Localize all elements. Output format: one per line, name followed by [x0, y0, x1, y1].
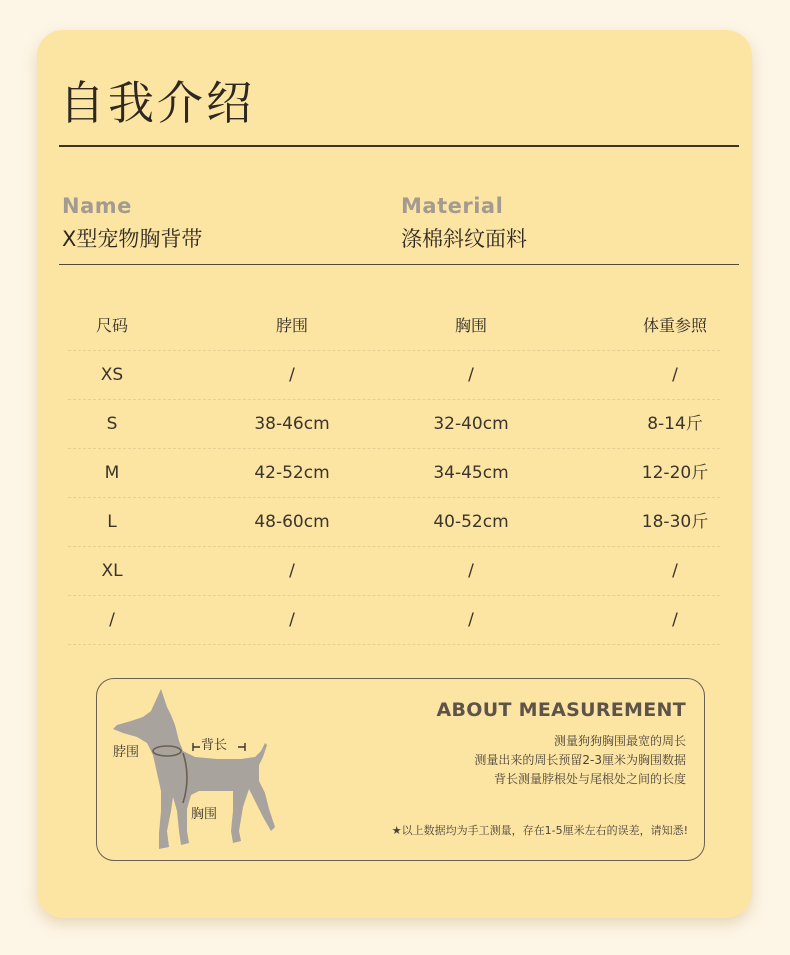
chest-cell: /: [468, 561, 474, 581]
measurement-title: ABOUT MEASUREMENT: [436, 699, 686, 721]
neck-cell: /: [289, 610, 295, 630]
header-chest: 胸围: [454, 316, 487, 335]
size-cell: S: [106, 414, 118, 434]
chest-cell: 34-45cm: [433, 463, 509, 483]
weight-cell: 12-20斤: [641, 463, 709, 483]
neck-label: 脖围: [113, 745, 140, 760]
size-cell: L: [107, 512, 117, 532]
table-row: [68, 351, 720, 400]
page-title: 自我介绍: [59, 76, 255, 130]
weight-cell: 18-30斤: [641, 512, 709, 532]
measurement-note: ★以上数据均为手工测量，存在1-5厘米左右的误差，请知悉!: [391, 824, 688, 837]
table-row: [68, 449, 720, 498]
header-size: 尺码: [95, 316, 128, 335]
neck-cell: 42-52cm: [254, 463, 330, 483]
material-value: 涤棉斜纹面料: [401, 227, 527, 251]
table-row: [68, 498, 720, 547]
chest-cell: 40-52cm: [433, 512, 509, 532]
material-label: Material: [401, 194, 504, 218]
measurement-line: 测量狗狗胸围最宽的周长: [553, 734, 686, 748]
size-cell: /: [109, 610, 115, 630]
chest-label: 胸围: [191, 807, 218, 822]
measurement-line: 测量出来的周长预留2-3厘米为胸围数据: [474, 753, 686, 767]
size-cell: XS: [100, 365, 124, 385]
product-intro-card: [37, 30, 752, 918]
table-row: [68, 400, 720, 449]
neck-cell: /: [289, 561, 295, 581]
header-neck: 脖围: [275, 316, 308, 335]
chest-cell: /: [468, 365, 474, 385]
chest-cell: 32-40cm: [433, 414, 509, 434]
table-header-row: [68, 302, 720, 351]
weight-cell: /: [672, 610, 678, 630]
neck-cell: /: [289, 365, 295, 385]
weight-cell: 8-14斤: [647, 414, 703, 434]
info-divider: [59, 264, 739, 265]
table-row: [68, 596, 720, 645]
neck-cell: 38-46cm: [254, 414, 330, 434]
header-weight: 体重参照: [642, 316, 707, 335]
size-cell: M: [104, 463, 120, 483]
back-label: 背长: [201, 738, 228, 753]
weight-cell: /: [672, 561, 678, 581]
weight-cell: /: [672, 365, 678, 385]
dog-silhouette-icon: [107, 685, 277, 855]
chest-cell: /: [468, 610, 474, 630]
measurement-line: 背长测量脖根处与尾根处之间的长度: [493, 772, 686, 786]
neck-cell: 48-60cm: [254, 512, 330, 532]
measurement-panel: [96, 678, 705, 861]
size-table: [68, 302, 720, 645]
size-cell: XL: [101, 561, 123, 581]
name-value: X型宠物胸背带: [62, 227, 203, 251]
title-divider: [59, 145, 739, 147]
name-label: Name: [62, 194, 132, 218]
table-row: [68, 547, 720, 596]
